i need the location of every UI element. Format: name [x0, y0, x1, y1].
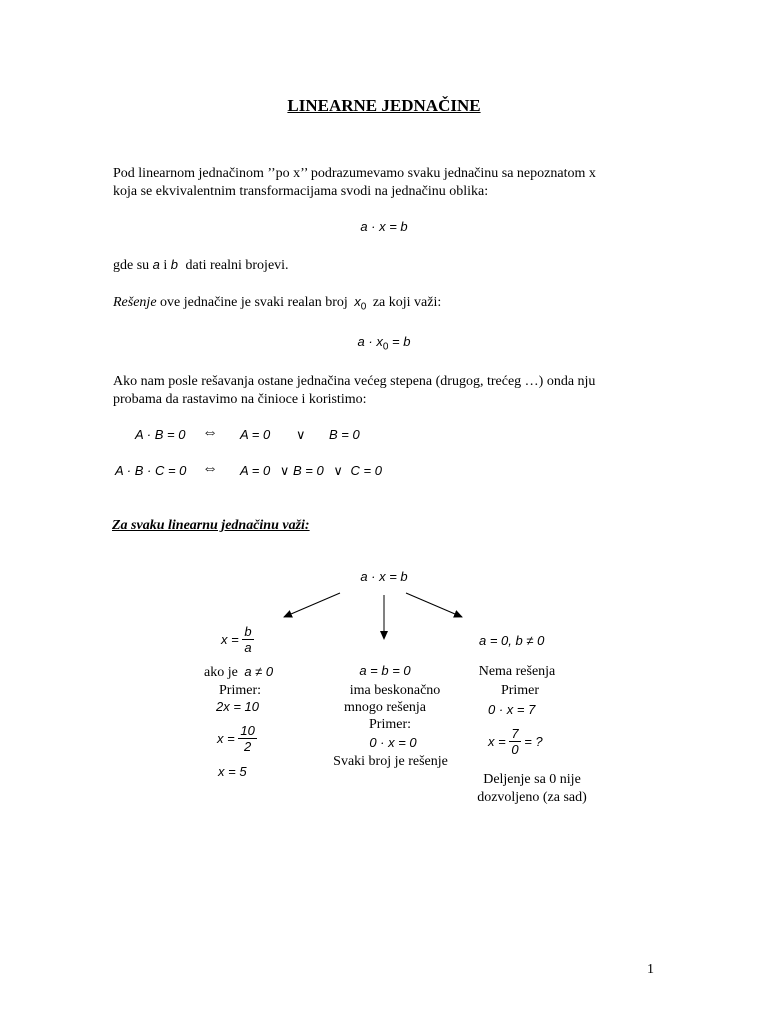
page-number: 1: [647, 962, 654, 977]
ako-line-1: Ako nam posle rešavanja ostane jednačina većeg stepena (drugog, trećeg …) onda nju: [113, 374, 596, 389]
page-title: LINEARNE JEDNAČINE: [287, 96, 481, 115]
var-b: b: [170, 257, 179, 272]
rule-1-iff: ⇔: [202, 424, 218, 441]
var-a: a: [152, 257, 160, 272]
rule-2-iff: ⇔: [202, 460, 218, 477]
resenje-rest: ove jednačine je svaki realan broj: [160, 295, 348, 310]
resenje-word: Rešenje: [113, 295, 157, 310]
middle-line-2: mnogo rešenja: [343, 700, 427, 715]
right-primer: Primer: [500, 683, 540, 698]
left-ako-je: ako je a ≠ 0: [204, 664, 274, 680]
tree-root-equation: a · x = b: [360, 569, 408, 584]
right-line-1: Deljenje sa 0 nije: [483, 772, 581, 787]
x0-symbol: $x_0$: [354, 294, 367, 313]
middle-line-1: ima beskonačno: [349, 683, 441, 698]
left-x-frac-2: x = $\frac{10}{2}$: [217, 723, 255, 754]
equation-x0: $a \cdot x_0 = b$: [357, 334, 411, 353]
right-line-2: dozvoljeno (za sad): [477, 790, 587, 805]
right-nema-resenja: Nema rešenja: [478, 664, 556, 679]
i-word: i: [163, 258, 168, 273]
middle-cond: a = b = 0: [359, 663, 411, 678]
left-example-3: x = 5: [218, 764, 247, 779]
gde-su-text: gde su: [113, 258, 150, 273]
rule-1-b: B = 0: [329, 427, 360, 442]
right-x-frac: x = $\frac{7}{0}$ = ?: [488, 726, 543, 757]
right-example: 0 · x = 7: [488, 702, 536, 717]
arrow-left: [284, 593, 340, 617]
middle-svaki-broj: Svaki broj je rešenje: [333, 754, 448, 769]
left-primer: Primer:: [219, 683, 261, 698]
rule-1-or: ∨: [296, 427, 306, 442]
dati-text: dati realni brojevi.: [185, 258, 289, 273]
rule-1-a: A = 0: [240, 427, 271, 442]
middle-example: 0 · x = 0: [369, 735, 417, 750]
za-koji-text: za koji važi:: [372, 295, 442, 310]
rule-2-lhs: A · B · C = 0: [115, 463, 187, 478]
rule-2-expr: A = 0 ∨ B = 0 ∨ C = 0: [240, 463, 382, 478]
right-cond: a = 0, b ≠ 0: [479, 633, 545, 648]
za-svaku-heading: Za svaku linearnu jednačinu važi:: [112, 518, 310, 533]
left-example-1: 2x = 10: [216, 699, 260, 714]
left-x-frac: x = $\frac{b}{a}$: [221, 624, 252, 655]
intro-line-2: koja se ekvivalentnim transformacijama svodi na jednačinu oblika:: [113, 184, 489, 199]
arrow-right: [406, 593, 462, 617]
intro-line-1: Pod linearnom jednačinom ’’po x’’ podrazumevamo svaku jednačinu sa nepoznatom x: [113, 166, 596, 181]
ako-line-2: probama da rastavimo na činioce i koristimo:: [113, 392, 367, 407]
equation-main: a · x = b: [360, 219, 408, 234]
middle-primer: Primer:: [369, 717, 411, 732]
rule-1-lhs: A · B = 0: [135, 427, 186, 442]
